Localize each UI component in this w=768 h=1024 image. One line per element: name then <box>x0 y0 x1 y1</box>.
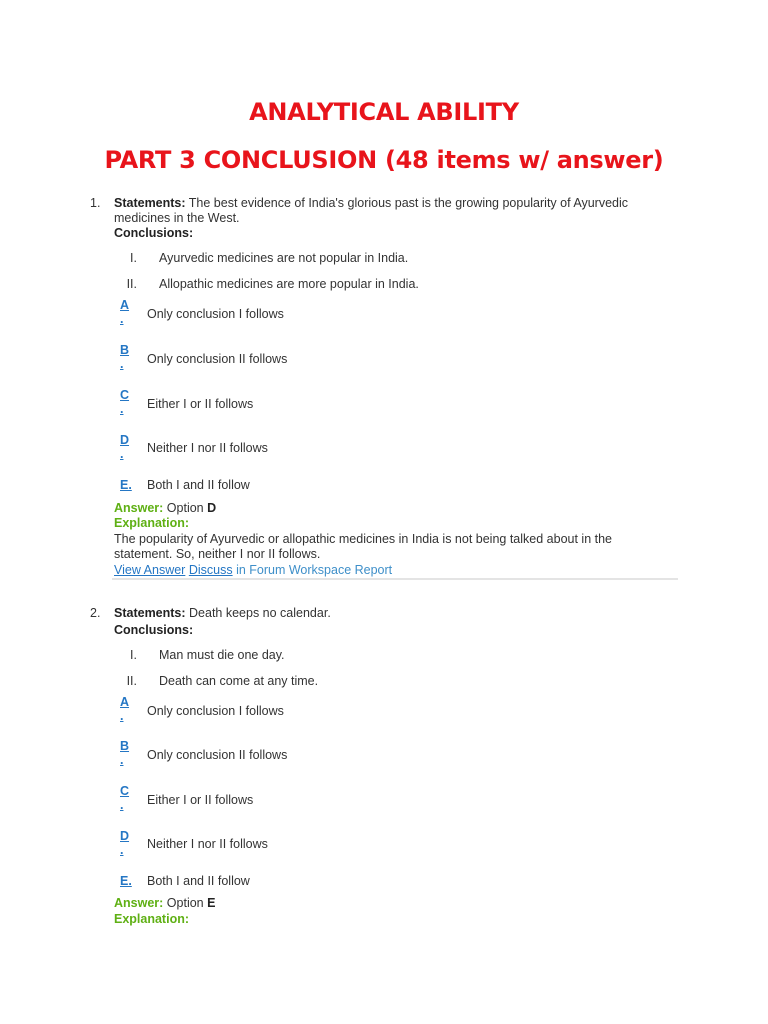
answer-value: E <box>207 896 216 910</box>
explanation-text: The popularity of Ayurvedic or allopathic medicines in India is not being talked about in the statement. So, neither I nor II follows. <box>114 532 612 561</box>
option-letter-link[interactable]: C . <box>120 784 130 812</box>
question-number: 2. <box>90 606 101 620</box>
conclusion-text: Man must die one day. <box>159 648 285 662</box>
option-text: Both I and II follow <box>147 874 250 888</box>
answer-line: Answer: Option E <box>114 896 216 910</box>
answer-label: Answer: <box>114 501 164 515</box>
option-text: Neither I nor II follows <box>147 441 268 455</box>
statement <box>114 606 664 621</box>
conclusion-text: Allopathic medicines are more popular in India. <box>159 277 419 291</box>
option-letter-link[interactable]: E. <box>120 478 132 492</box>
option-text: Only conclusion II follows <box>147 352 288 366</box>
answer-line: Answer: Option D <box>114 501 217 515</box>
question-divider <box>112 578 678 580</box>
conclusion-numeral: II. <box>126 674 137 688</box>
statements-label: Statements: <box>114 196 186 210</box>
view-answer-link[interactable]: View Answer <box>114 563 186 577</box>
page-title: ANALYTICAL ABILITY <box>249 98 519 126</box>
option-text: Only conclusion I follows <box>147 704 284 718</box>
option-letter-link[interactable]: A . <box>120 695 130 723</box>
question-links <box>114 563 392 577</box>
conclusion-text: Ayurvedic medicines are not popular in India. <box>159 251 409 265</box>
explanation-label: Explanation: <box>114 912 190 926</box>
conclusion-numeral: II. <box>126 277 137 291</box>
option-letter-link[interactable]: A . <box>120 298 130 326</box>
option-letter-link[interactable]: D . <box>120 829 130 857</box>
option-text: Only conclusion II follows <box>147 748 288 762</box>
answer-value: D <box>207 501 217 515</box>
option-letter-link[interactable]: B . <box>120 739 130 767</box>
conclusion-numeral: I. <box>130 251 137 265</box>
conclusions-label: Conclusions: <box>114 623 194 637</box>
discuss-link[interactable]: Discuss <box>188 563 233 577</box>
links-text: in Forum Workspace Report <box>232 563 393 577</box>
question-number: 1. <box>90 196 101 210</box>
answer-label: Answer: <box>114 896 164 910</box>
conclusion-text: Death can come at any time. <box>159 674 319 688</box>
conclusion-numeral: I. <box>130 648 137 662</box>
option-text: Neither I nor II follows <box>147 837 268 851</box>
statement-text: Death keeps no calendar. <box>185 606 331 620</box>
conclusions-label: Conclusions: <box>114 226 194 240</box>
explanation-label: Explanation: <box>114 516 190 530</box>
option-letter-link[interactable]: B . <box>120 343 130 371</box>
option-letter-link[interactable]: C . <box>120 388 130 416</box>
statements-label: Statements: <box>114 606 186 620</box>
statement <box>114 196 664 226</box>
option-text: Only conclusion I follows <box>147 307 284 321</box>
option-text: Both I and II follow <box>147 478 250 492</box>
statement-text: The best evidence of India's glorious past is the growing popularity of Ayurvedic medicines in the West. <box>114 196 629 225</box>
page-subtitle: PART 3 CONCLUSION (48 items w/ answer) <box>104 146 664 174</box>
option-text: Either I or II follows <box>147 397 254 411</box>
option-letter-link[interactable]: D . <box>120 433 130 461</box>
option-text: Either I or II follows <box>147 793 254 807</box>
option-letter-link[interactable]: E. <box>120 874 132 888</box>
